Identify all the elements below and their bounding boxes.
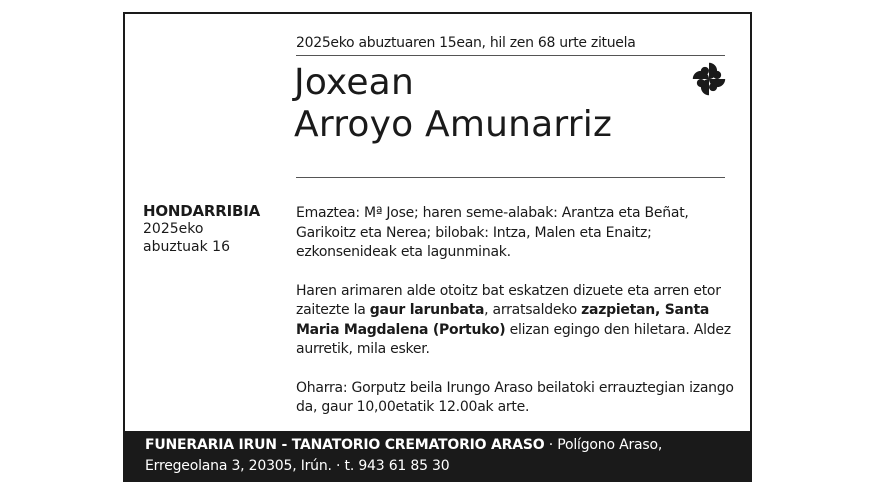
funeral-text-3: elizan egingo den hiletara. Aldez aurretik, mila esker. [296,321,731,357]
obituary-body [296,204,736,437]
note-paragraph: Oharra: Gorputz beila Irungo Araso beilatoki errauztegian izango da, gaur 10,00etatik 12.00ak arte. [296,379,734,415]
town-name: HONDARRIBIA [143,202,261,220]
death-date-line: 2025eko abuztuaren 15ean, hil zen 68 urte zituela [296,35,725,56]
first-name: Joxean [294,62,414,103]
obituary-card [123,12,752,482]
divider [296,177,725,178]
funeral-paragraph [296,282,736,360]
deceased-name [294,62,612,146]
notice-date-line2: abuztuak 16 [143,239,231,255]
place-and-date [143,202,288,256]
notice-date-line1: 2025eko [143,221,204,237]
funeral-home-address: · Polígono Araso, Erregeolana 3, 20305, Irún. · t. 943 61 85 30 [145,437,663,474]
lauburu-icon [691,61,727,97]
surname: Arroyo Amunarriz [294,104,613,145]
funeral-time-place: zazpietan, Santa Maria Magdalena (Portuko) [296,302,710,338]
funeral-home-footer [125,431,750,482]
funeral-home-name: FUNERARIA IRUN - TANATORIO CREMATORIO ARASO [145,437,545,453]
family-paragraph: Emaztea: Mª Jose; haren seme-alabak: Arantza eta Beñat, Garikoitz eta Nerea; bilobak: Intza, Malen eta Enaitz; ezkonsenideak eta lagunminak. [296,205,689,260]
funeral-day: gaur larunbata [369,302,485,318]
funeral-text-1: Haren arimaren alde otoitz bat eskatzen dizuete eta arren etor zaitezte la [296,282,721,318]
funeral-text-2: , arratsaldeko [484,302,582,318]
